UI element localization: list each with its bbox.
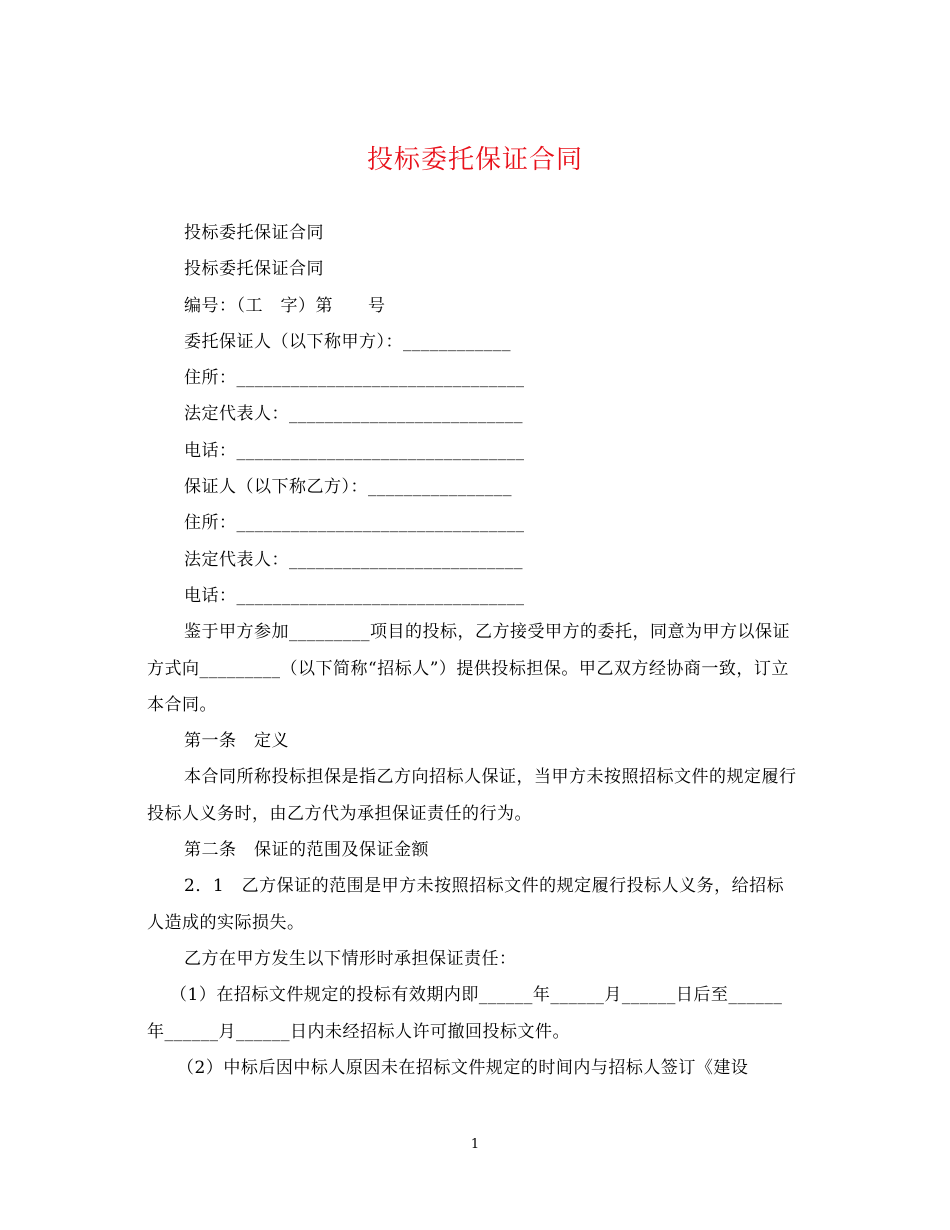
- paragraph-party-b-representative: 法定代表人：__________________________: [184, 549, 523, 570]
- page-number: 1: [470, 1137, 480, 1152]
- paragraph-clause-2-1: 2．1 乙方保证的范围是甲方未按照招标文件的规定履行投标人义务，给招标人造成的实际损失。: [147, 876, 785, 933]
- paragraph-article-1-heading: 第一条 定义: [184, 731, 289, 752]
- paragraph-preamble: 鉴于甲方参加_________项目的投标，乙方接受甲方的委托，同意为甲方以保证方式向_________（以下简称“招标人”）提供投标担保。甲乙双方经协商一致，订立本合同。: [147, 622, 790, 715]
- paragraph-party-b-phone: 电话：________________________________: [184, 585, 525, 606]
- paragraph-party-b-name: 保证人（以下称乙方）：________________: [184, 477, 512, 498]
- paragraph-item-1: （1）在招标文件规定的投标有效期内即______年______月______日后至______年______月______日内未经招标人许可撤回投标文件。: [147, 985, 783, 1042]
- paragraph-article-1-body: 本合同所称投标担保是指乙方向招标人保证，当甲方未按照招标文件的规定履行投标人义务时，由乙方代为承担保证责任的行为。: [147, 767, 797, 824]
- paragraph-heading-2: 投标委托保证合同: [184, 259, 324, 280]
- paragraph-item-2: （2）中标后因中标人原因未在招标文件规定的时间内与招标人签订《建设: [177, 1057, 749, 1078]
- paragraph-liability-intro: 乙方在甲方发生以下情形时承担保证责任：: [184, 948, 517, 969]
- document-body: [147, 215, 799, 1086]
- paragraph-party-a-phone: 电话：________________________________: [184, 440, 525, 461]
- paragraph-party-a-name: 委托保证人（以下称甲方）：____________: [184, 331, 511, 352]
- paragraph-party-b-address: 住所：________________________________: [184, 513, 525, 534]
- paragraph-heading-1: 投标委托保证合同: [184, 223, 324, 243]
- document-title: 投标委托保证合同: [366, 145, 583, 175]
- paragraph-party-a-address: 住所：________________________________: [184, 368, 525, 389]
- paragraph-contract-number: 编号：（工 字）第 号: [184, 295, 386, 316]
- paragraph-article-2-heading: 第二条 保证的范围及保证金额: [184, 840, 429, 861]
- paragraph-party-a-representative: 法定代表人：__________________________: [184, 404, 523, 425]
